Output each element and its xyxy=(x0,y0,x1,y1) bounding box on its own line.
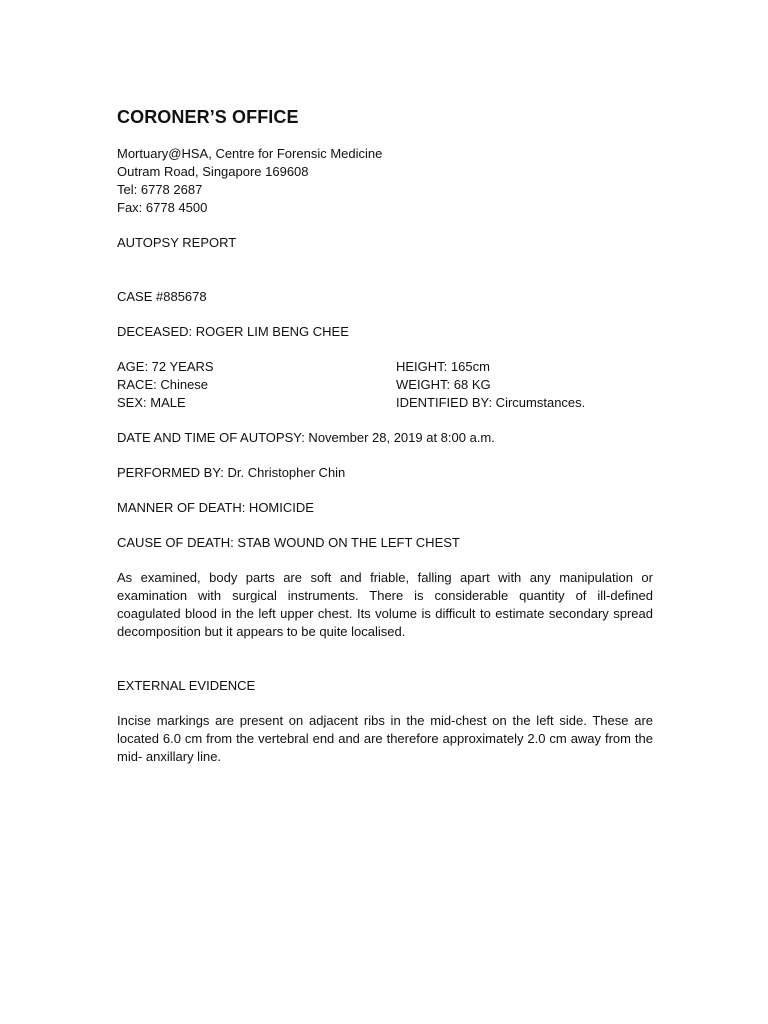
performed-by: PERFORMED BY: Dr. Christopher Chin xyxy=(117,465,346,480)
identified-by: IDENTIFIED BY: Circumstances. xyxy=(396,395,586,410)
address-line: Outram Road, Singapore 169608 xyxy=(117,164,309,179)
height: HEIGHT: 165cm xyxy=(396,359,490,374)
sex: SEX: MALE xyxy=(117,395,186,410)
examination-paragraph: As examined, body parts are soft and friable, falling apart with any manipulation or examination with surgical instruments. There is considerable quantity of ill-defined coagulated blood in the left upper chest. Its volume is difficult to estimate secondary spread decomposition but it appears to be quite localised. xyxy=(117,570,653,639)
race: RACE: Chinese xyxy=(117,377,209,392)
age: AGE: 72 YEARS xyxy=(117,359,214,374)
office-title: CORONER’S OFFICE xyxy=(117,107,299,127)
weight: WEIGHT: 68 KG xyxy=(396,377,491,392)
manner-of-death: MANNER OF DEATH: HOMICIDE xyxy=(117,500,314,515)
case-number: CASE #885678 xyxy=(117,289,207,304)
fax: Fax: 6778 4500 xyxy=(117,200,208,215)
external-evidence-paragraph: Incise markings are present on adjacent ribs in the mid-chest on the left side. These are located 6.0 cm from the vertebral end and are therefore approximately 2.0 cm away from the mid- anxillary line. xyxy=(117,713,653,764)
address-line: Mortuary@HSA, Centre for Forensic Medicine xyxy=(117,146,383,161)
report-type: AUTOPSY REPORT xyxy=(117,235,237,250)
cause-of-death: CAUSE OF DEATH: STAB WOUND ON THE LEFT CHEST xyxy=(117,535,460,550)
deceased-name: DECEASED: ROGER LIM BENG CHEE xyxy=(117,324,349,339)
document-content xyxy=(117,106,653,766)
external-evidence-heading: EXTERNAL EVIDENCE xyxy=(117,678,256,693)
telephone: Tel: 6778 2687 xyxy=(117,182,203,197)
autopsy-datetime: DATE AND TIME OF AUTOPSY: November 28, 2019 at 8:00 a.m. xyxy=(117,430,495,445)
deceased-details xyxy=(117,358,653,412)
address-block xyxy=(117,145,653,217)
